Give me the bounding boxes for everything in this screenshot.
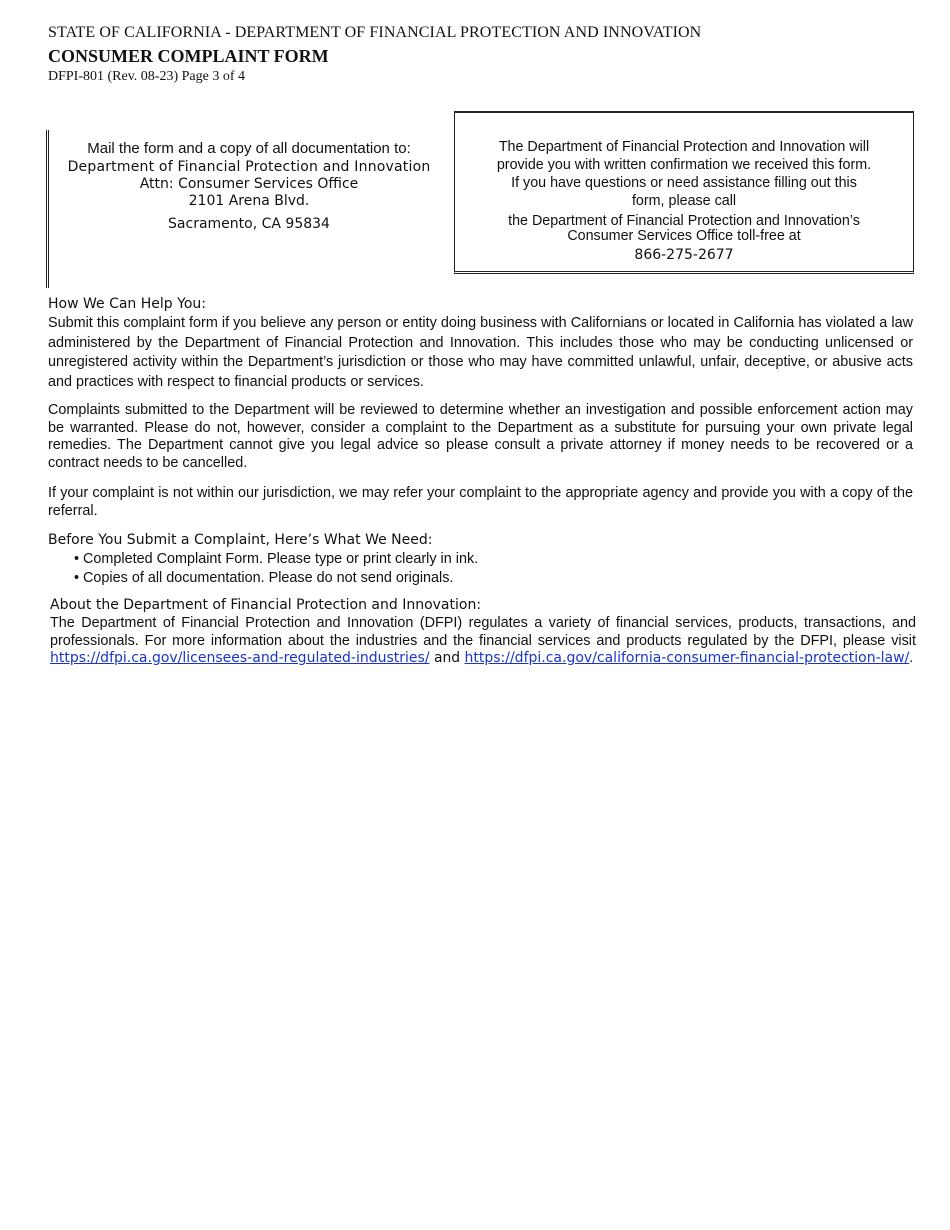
about-and: and xyxy=(429,650,465,666)
consumer-protection-law-link[interactable]: https://dfpi.ca.gov/california-consumer-financial-protection-law/ xyxy=(464,650,910,666)
mail-street: 2101 Arena Blvd. xyxy=(188,193,310,209)
info-line-2: provide you with written confirmation we received this form. xyxy=(496,157,872,173)
mailing-address-box xyxy=(46,130,449,288)
info-line-5: the Department of Financial Protection and Innovation’s xyxy=(508,213,860,229)
how-we-help-paragraph: Submit this complaint form if you believe any person or entity doing business with Californians or located in California has violated a law administered by the Department of Financial Protection and Innovation. This includes those who may be conducting unlicensed or unregistered activity within the Department’s jurisdiction or those who may have committed unlawful, unfair, deceptive, or abusive acts and practices with respect to financial products or services. xyxy=(48,315,913,390)
info-line-6: Consumer Services Office toll-free at xyxy=(567,228,801,244)
requirement-documentation: • Copies of all documentation. Please do not send originals. xyxy=(74,570,454,586)
mail-instructions: Mail the form and a copy of all documentation to: xyxy=(87,140,411,157)
review-paragraph: Complaints submitted to the Department will be reviewed to determine whether an investigation and possible enforcement action may be warranted. Please do not, however, consider a complaint to the Department as a substitute for pursuing your own private legal remedies. The Department cannot give you legal advice so please consult a private attorney if money needs to be recovered or a contract needs to be cancelled. xyxy=(48,402,913,471)
how-we-help-heading: How We Can Help You: xyxy=(48,296,206,312)
about-heading: About the Department of Financial Protection and Innovation: xyxy=(50,597,482,613)
mail-organization: Department of Financial Protection and Innovation xyxy=(67,159,431,175)
mail-attention: Attn: Consumer Services Office xyxy=(139,176,359,192)
jurisdiction-paragraph: If your complaint is not within our jurisdiction, we may refer your complaint to the appropriate agency and provide you with a copy of the referral. xyxy=(48,485,913,519)
mail-city: Sacramento, CA 95834 xyxy=(168,216,330,232)
confirmation-info-box xyxy=(454,111,914,274)
licensees-link[interactable]: https://dfpi.ca.gov/licensees-and-regulated-industries/ xyxy=(50,650,430,666)
agency-header: STATE OF CALIFORNIA - DEPARTMENT OF FINANCIAL PROTECTION AND INNOVATION xyxy=(48,24,702,41)
phone-number: 866-275-2677 xyxy=(634,247,734,263)
form-title: CONSUMER COMPLAINT FORM xyxy=(48,46,329,66)
about-end: . xyxy=(909,650,914,666)
requirement-complaint-form: • Completed Complaint Form. Please type or print clearly in ink. xyxy=(74,551,479,567)
about-paragraph xyxy=(50,615,916,668)
form-id: DFPI-801 (Rev. 08-23) Page 3 of 4 xyxy=(48,69,246,84)
info-line-4: form, please call xyxy=(631,193,737,209)
before-submit-heading: Before You Submit a Complaint, Here’s What We Need: xyxy=(48,532,433,548)
info-line-3: If you have questions or need assistance filling out this xyxy=(511,175,857,191)
about-text: The Department of Financial Protection and Innovation (DFPI) regulates a variety of financial services, products, transactions, and professionals. For more information about the industries and the financial services and products regulated by the DFPI, please visit xyxy=(50,615,916,649)
info-line-1: The Department of Financial Protection and Innovation will xyxy=(498,139,870,155)
